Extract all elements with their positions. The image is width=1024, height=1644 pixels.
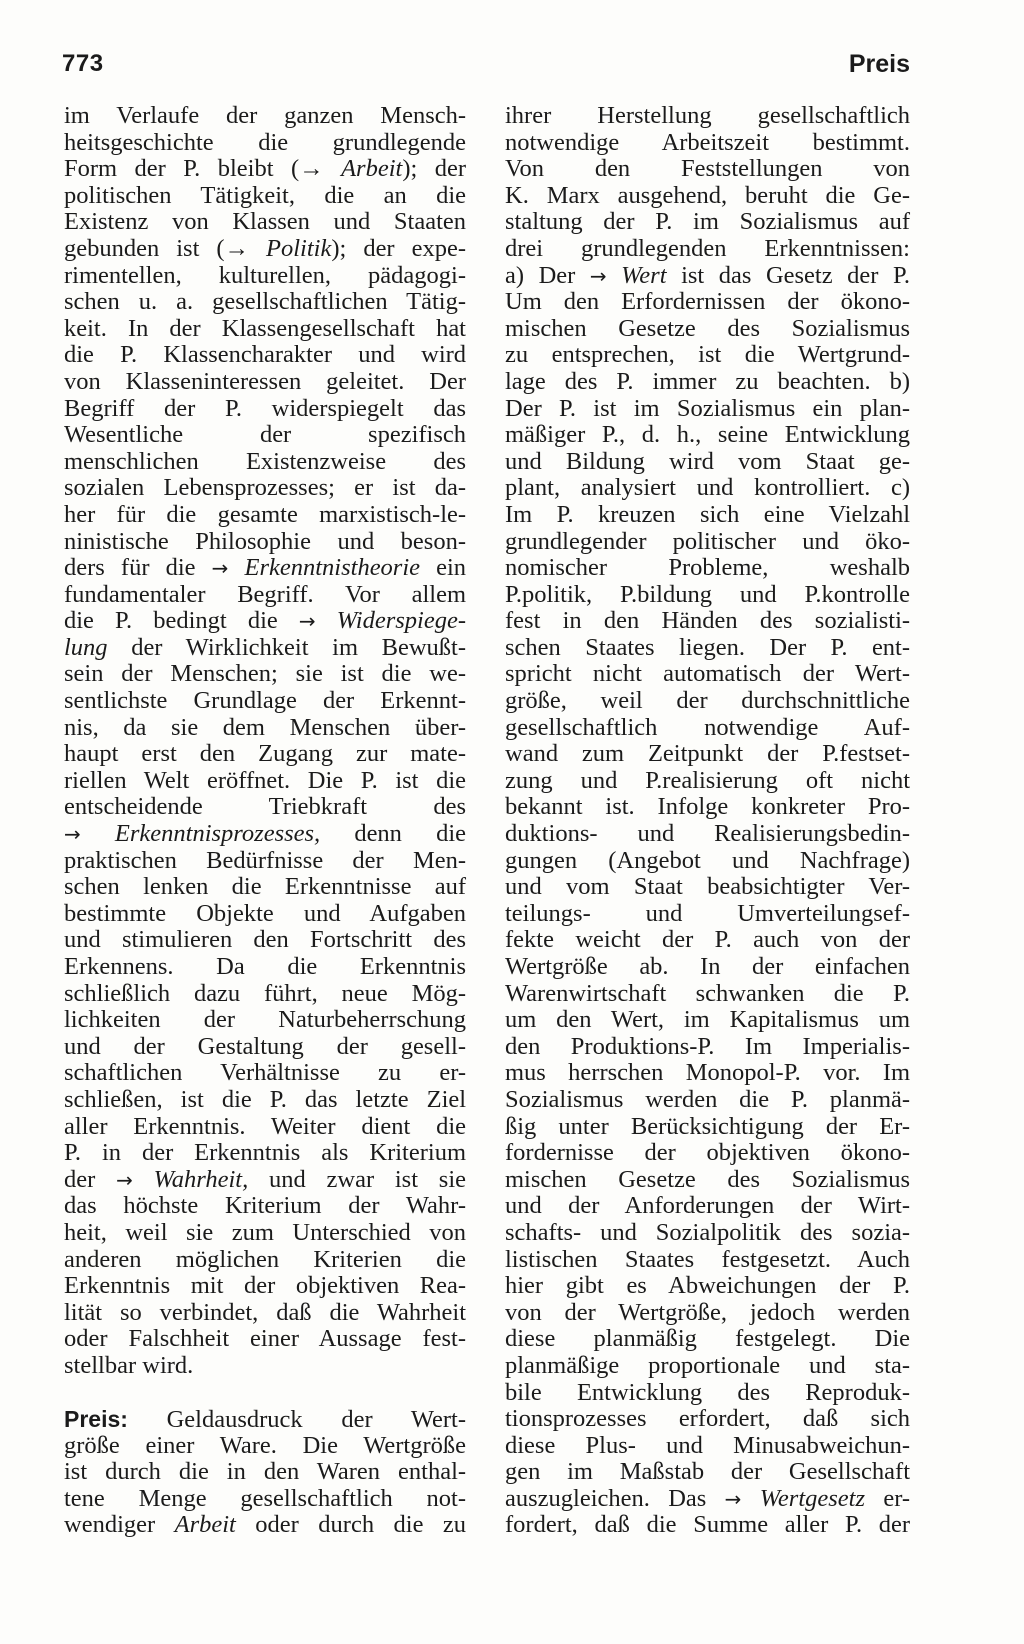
text-line: planmäßige proportionale und sta- (505, 1351, 910, 1379)
text-line: größe, weil der durchschnittliche (505, 687, 911, 715)
text-line: bile Entwicklung des Reproduk- (505, 1378, 910, 1406)
text-line: a) Der → Wert ist das Gesetz der P. (505, 261, 911, 289)
text-line: bestimmte Objekte und Aufgaben (64, 899, 467, 927)
text-line: schen u. a. gesellschaftlichen Tätig- (64, 288, 466, 316)
text-line: Begriff der P. widerspiegelt das (64, 394, 467, 422)
text-line: Um den Erfordernissen der ökono- (505, 288, 911, 316)
text-line: anderen möglichen Kriterien die (64, 1245, 466, 1273)
text-line: heitsgeschichte die grundlegende (64, 128, 467, 156)
cross-reference-link[interactable]: Arbeit (341, 155, 403, 183)
text-line: duktions- und Realisierungsbedin- (505, 820, 911, 848)
text-line: entscheidende Triebkraft des (64, 793, 466, 821)
text-line: plant, analysiert und kontrolliert. c) (505, 474, 911, 502)
left-column (64, 103, 466, 1539)
text-line: schaftlichen Verhältnisse zu er- (64, 1059, 467, 1087)
text-line: die P. bedingt die → Widerspiege- (64, 607, 467, 635)
text-line: mäßiger P., d. h., seine Entwicklung (505, 421, 911, 449)
text-line: zu entsprechen, ist die Wertgrund- (505, 341, 911, 369)
entry-definition-start: Geldausdruck der Wert- (127, 1406, 466, 1434)
text-line: praktischen Bedürfnisse der Men- (64, 846, 467, 874)
cross-reference-link[interactable]: lung (64, 633, 108, 661)
cross-reference-link[interactable]: Politik (266, 234, 332, 262)
text-line: lität so verbindet, daß die Wahrheit (64, 1298, 466, 1326)
text-line: menschlichen Existenzweise des (64, 447, 466, 475)
cross-reference-arrow-icon: → (211, 556, 229, 581)
text-line: Existenz von Klassen und Staaten (64, 208, 467, 236)
text-line: schen lenken die Erkenntnisse auf (64, 873, 467, 901)
text-line: größe einer Ware. Die Wertgröße (64, 1431, 467, 1459)
text-line: sentlichste Grundlage der Erkennt- (64, 687, 466, 715)
text-line: fundamentaler Begriff. Vor allem (64, 580, 467, 608)
text-line: und der Gestaltung der gesell- (64, 1032, 466, 1060)
text-line: notwendige Arbeitszeit bestimmt. (505, 128, 910, 156)
cross-reference-link[interactable]: Arbeit (174, 1511, 236, 1539)
text-line: der → Wahrheit, und zwar ist sie (64, 1165, 467, 1193)
text-line: diese Plus- und Minusabweichun- (505, 1431, 911, 1459)
text-line: heit, weil sie zum Unterschied von (64, 1218, 467, 1246)
right-column (505, 103, 910, 1539)
text-line: schließlich dazu führt, neue Mög- (64, 979, 467, 1007)
text-line: nomischer Probleme, weshalb (505, 554, 911, 582)
text-line: und vom Staat beabsichtigter Ver- (505, 873, 911, 901)
cross-reference-arrow-icon: → (589, 263, 607, 288)
text-line: Der P. ist im Sozialismus ein plan- (505, 394, 911, 422)
text-line: ist durch die in den Waren enthal- (64, 1458, 467, 1486)
text-line: fekte weicht der P. auch von der (505, 926, 911, 954)
text-line: Erkenntnis mit der objektiven Rea- (64, 1272, 467, 1300)
text-line: schließen, ist die P. das letzte Ziel (64, 1085, 467, 1113)
text-line: → Erkenntnisprozesses, denn die (64, 820, 466, 848)
text-line: politischen Tätigkeit, die an die (64, 181, 467, 209)
text-line: die P. Klassencharakter und wird (64, 341, 467, 369)
text-line: Warenwirtschaft schwanken die P. (505, 979, 911, 1007)
text-line: schafts- und Sozialpolitik des sozia- (505, 1218, 911, 1246)
text-line: nis, da sie dem Menschen über- (64, 713, 467, 741)
text-line: ßig unter Berücksichtigung der Er- (505, 1112, 911, 1140)
text-line: sozialen Lebensprozesses; er ist da- (64, 474, 467, 502)
page-number: 773 (62, 50, 104, 77)
text-line: lage des P. immer zu beachten. b) (505, 367, 911, 395)
text-line: lung der Wirklichkeit im Bewußt- (64, 633, 467, 661)
text-line: diese planmäßig festgelegt. Die (505, 1325, 911, 1353)
text-line: Sozialismus werden die P. planmä- (505, 1085, 911, 1113)
cross-reference-arrow-icon: → (724, 1486, 742, 1511)
text-line: mus herrschen Monopol-P. vor. Im (505, 1059, 911, 1087)
cross-reference-arrow-icon: → (116, 1167, 133, 1192)
text-line: mischen Gesetze des Sozialismus (505, 1165, 911, 1193)
text-line: ihrer Herstellung gesellschaftlich (505, 102, 911, 129)
text-line: fest in den Händen des sozialisti- (505, 607, 911, 635)
text-line: ders für die → Erkenntnistheorie ein (64, 554, 467, 582)
text-line: riellen Welt eröffnet. Die P. ist die (64, 766, 466, 794)
text-line: oder Falschheit einer Aussage fest- (64, 1325, 467, 1353)
text-line: zung und P.realisierung oft nicht (505, 766, 911, 794)
text-line: gesellschaftlich notwendige Auf- (505, 713, 910, 741)
cross-reference-link[interactable]: Wert (621, 261, 667, 289)
text-line: Im P. kreuzen sich eine Vielzahl (505, 500, 911, 528)
text-line: und Bildung wird vom Staat ge- (505, 447, 911, 475)
entry-lemma: Preis: (64, 1406, 128, 1433)
cross-reference-link[interactable]: Widerspiege- (336, 607, 467, 635)
text-line: fordernisse der objektiven ökono- (505, 1139, 911, 1167)
text-line: aller Erkenntnis. Weiter dient die (64, 1112, 466, 1140)
text-line: gen im Maßstab der Gesellschaft (505, 1458, 911, 1486)
text-line: Form der P. bleibt (→ Arbeit); der (64, 155, 467, 183)
text-line: rimentellen, kulturellen, pädagogi- (64, 261, 466, 289)
text-line: im Verlaufe der ganzen Mensch- (64, 102, 467, 129)
text-line: haupt erst den Zugang zur mate- (64, 740, 467, 768)
text-line: fordert, daß die Summe aller P. der (505, 1511, 911, 1539)
text-line: P. in der Erkenntnis als Kriterium (64, 1139, 467, 1167)
text-line: bekannt ist. Infolge konkreter Pro- (505, 793, 911, 821)
text-line: spricht nicht automatisch der Wert- (505, 660, 911, 688)
cross-reference-link[interactable]: Erkenntnistheorie (244, 554, 421, 582)
text-line: und stimulieren den Fortschritt des (64, 926, 466, 954)
text-line: her für die gesamte marxistisch-le- (64, 500, 467, 528)
entry-first-line (64, 1406, 466, 1433)
text-line: Erkennens. Da die Erkenntnis (64, 953, 466, 980)
text-line: Wesentliche der spezifisch (64, 421, 467, 449)
text-line: sein der Menschen; sie ist die we- (64, 660, 466, 688)
text-line: Von den Feststellungen von (505, 155, 911, 183)
cross-reference-arrow-icon: → (64, 822, 81, 847)
text-line: stellbar wird. (64, 1351, 194, 1379)
text-line: ninistische Philosophie und beson- (64, 527, 466, 555)
text-line: wendiger Arbeit oder durch die zu (64, 1511, 467, 1539)
text-line: den Produktions-P. Im Imperialis- (505, 1032, 910, 1060)
text-line: von der Wertgröße, jedoch werden (505, 1298, 911, 1326)
text-line: tene Menge gesellschaftlich not- (64, 1484, 467, 1512)
text-line: gebunden ist (→ Politik); der expe- (64, 234, 467, 262)
text-line: schen Staates liegen. Der P. ent- (505, 633, 911, 661)
text-line: mischen Gesetze des Sozialismus (505, 314, 911, 342)
text-line: listischen Staates festgesetzt. Auch (505, 1245, 911, 1273)
running-head: Preis (848, 50, 910, 78)
text-line: wand zum Zeitpunkt der P.festset- (505, 740, 910, 768)
text-line: Wertgröße ab. In der einfachen (505, 953, 911, 980)
text-line: hier gibt es Abweichungen der P. (505, 1272, 911, 1300)
paragraph-gap (64, 1380, 466, 1407)
text-line: auszugleichen. Das → Wertgesetz er- (505, 1484, 911, 1512)
text-line: gungen (Angebot und Nachfrage) (505, 846, 911, 874)
cross-reference-link[interactable]: Wahrheit, (153, 1165, 249, 1193)
text-line: von Klasseninteressen geleitet. Der (64, 367, 467, 395)
text-line: keit. In der Klassengesellschaft hat (64, 314, 466, 342)
text-line: P.politik, P.bildung und P.kontrolle (505, 580, 911, 608)
cross-reference-arrow-icon: → (298, 609, 316, 634)
text-line: um den Wert, im Kapitalismus um (505, 1006, 911, 1034)
cross-reference-link[interactable]: Wertgesetz (759, 1484, 866, 1512)
text-line: und der Anforderungen der Wirt- (505, 1192, 910, 1220)
text-line: staltung der P. im Sozialismus auf (505, 208, 911, 236)
text-line: teilungs- und Umverteilungsef- (505, 899, 910, 927)
cross-reference-link[interactable]: Erkenntnisprozesses, (114, 820, 321, 848)
text-line: das höchste Kriterium der Wahr- (64, 1192, 466, 1220)
text-line: tionsprozesses erfordert, daß sich (505, 1405, 911, 1433)
text-line: lichkeiten der Naturbeherrschung (64, 1006, 467, 1034)
text-line: grundlegender politischer und öko- (505, 527, 911, 555)
text-line: K. Marx ausgehend, beruht die Ge- (505, 181, 911, 209)
text-line: drei grundlegenden Erkenntnissen: (505, 234, 910, 262)
